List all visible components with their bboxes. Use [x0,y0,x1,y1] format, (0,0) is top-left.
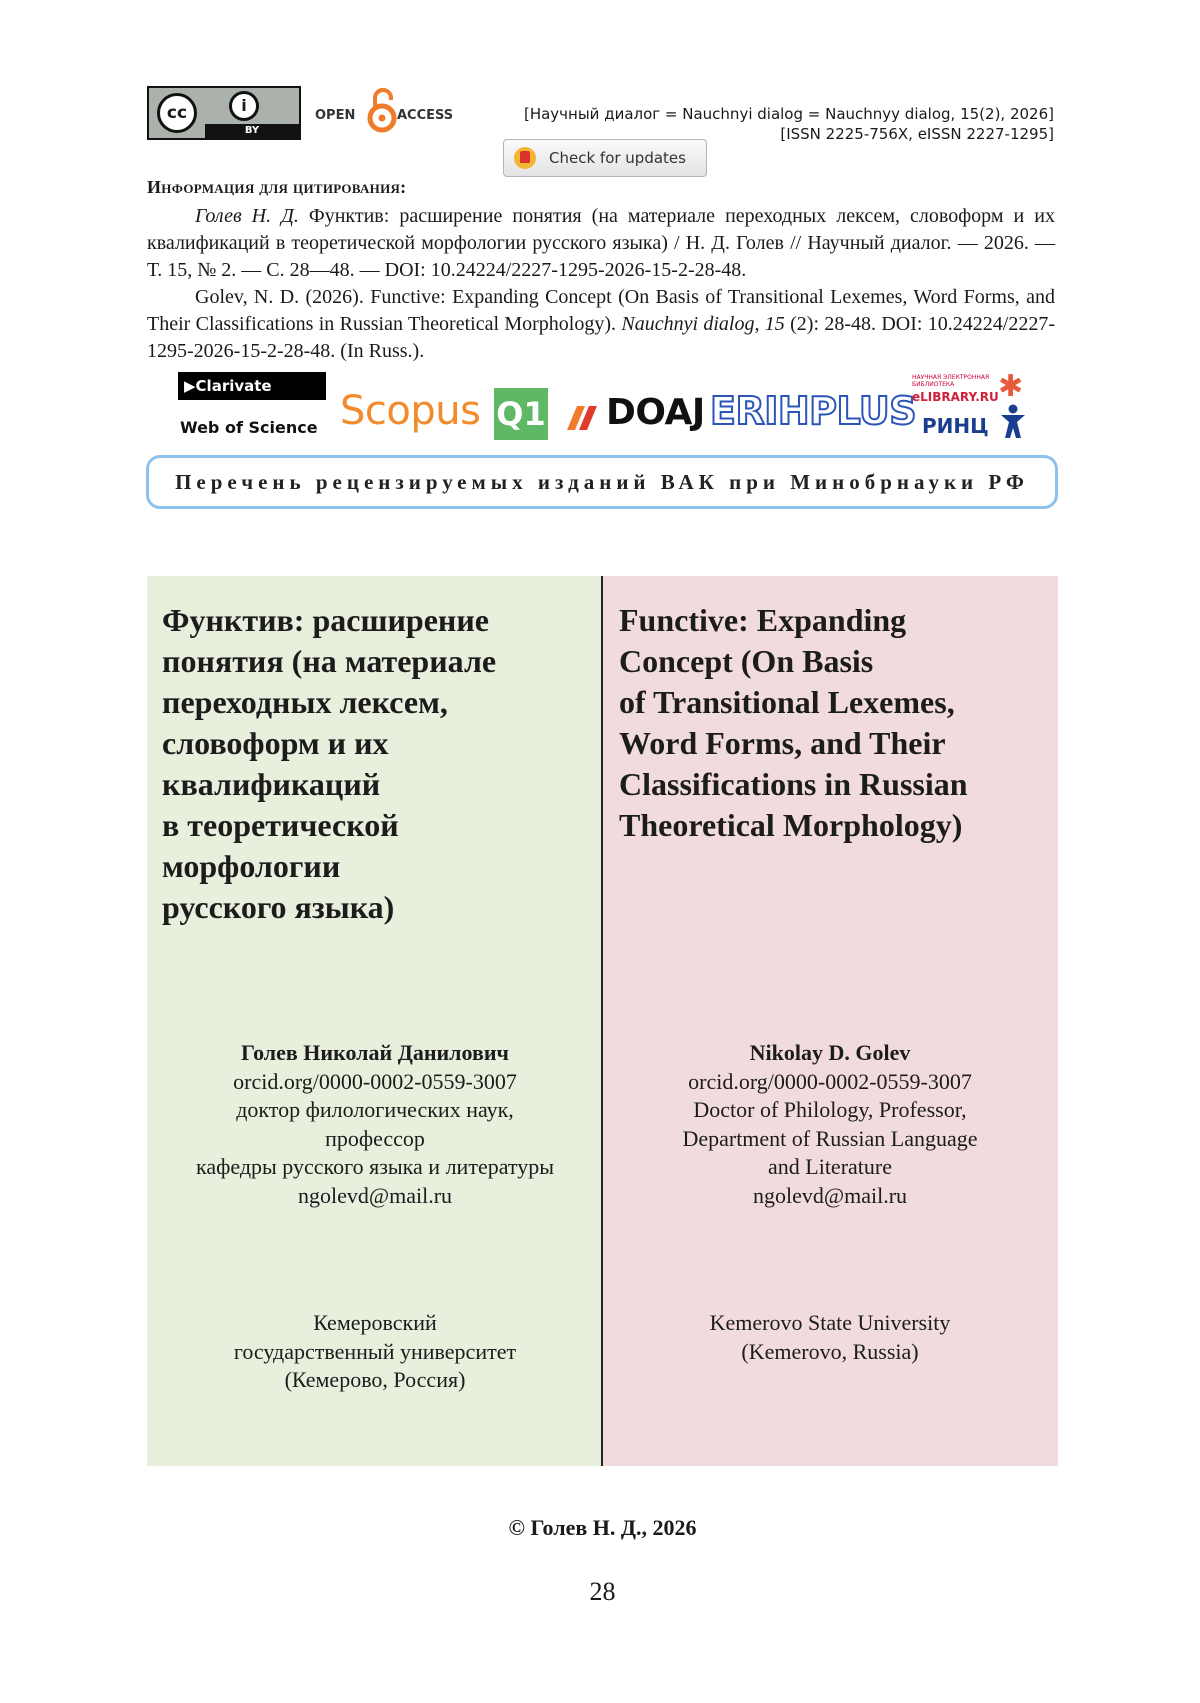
author-email[interactable]: ngolevd@mail.ru [752,1182,908,1208]
title-line: Concept (On Basis [619,643,874,679]
copyright-notice: © Голев Н. Д., 2026 [508,1515,697,1540]
clarivate-logo[interactable]: ▶Clarivate [178,372,326,400]
author-email[interactable]: ngolevd@mail.ru [297,1182,453,1208]
open-access-lock-icon [365,86,399,134]
erihplus-logo[interactable]: ERIHPLUS [710,389,917,433]
citation-en-text-1: Golev, N. D. (2026). Functive: Expanding Concept (On Basis of Transitional Lexemes, Word Forms, and Their Classifications in Russian Theoretical Morphology). [147,286,1055,335]
rinc-logo[interactable]: РИНЦ [922,414,989,438]
citation-ru-author: Голев Н. Д. [195,205,299,227]
cc-by-license-icon[interactable] [147,86,301,140]
title-line: переходных лексем, [162,684,448,720]
elibrary-tagline: НАУЧНАЯ ЭЛЕКТРОННАЯ БИБЛИОТЕКА [912,374,990,388]
author-position: and Literature [768,1154,892,1179]
rinc-star-icon: ✱ [998,369,1024,404]
doaj-mark-icon [565,404,601,432]
open-access-logo [315,86,455,136]
journal-reference-line: [Научный диалог = Nauchnyi dialog = Nauchnyy dialog, 15(2), 2026] [523,105,1054,123]
title-line: Classifications in Russian [619,766,968,802]
by-label: BY [205,124,299,138]
affiliation-line: (Kemerovo, Russia) [741,1338,919,1364]
author-info-english [614,1039,1046,1210]
citation-heading: Информация для цитирования: [147,177,407,197]
rinc-person-icon [998,404,1028,440]
citation-ru-text: Функтив: расширение понятия (на материале переходных лексем, словоформ и их квалификаций в теоретической морфологии русского языка) / Н. Д. Голев // Научный диалог. — 2026. — Т. 15, № 2. — С. 28—48. — DOI: 10.24224/2227-1295-2026-15-2-28-48. [147,205,1055,281]
title-line: морфологии [162,848,341,884]
issn-line: [ISSN 2225-756X, eISSN 2227-1295] [780,125,1054,143]
affiliation-line: Кемеровский [313,1310,437,1335]
title-line: русского языка) [162,889,395,925]
page-number: 28 [589,1577,616,1606]
elibrary-logo[interactable]: eLIBRARY.RU [912,390,999,404]
journal-reference [524,104,1054,144]
title-line: квалификаций [162,766,381,802]
affiliation-russian [160,1309,590,1395]
vak-list-banner: Перечень рецензируемых изданий ВАК при Минобрнауки РФ [146,455,1058,509]
scopus-logo[interactable]: Scopus [340,388,481,434]
orcid-link[interactable]: orcid.org/0000-0002-0559-3007 [233,1068,517,1094]
citation-english [147,284,1055,365]
title-line: Функтив: расширение [162,602,489,638]
clarivate-label: Clarivate [195,377,272,395]
citation-en-text-2: (2): 28-48. DOI: 10.24224/2227-1295-2026-15-2-28-48. (In Russ.). [147,313,1056,362]
panel-divider [601,576,603,1466]
check-for-updates-label: Check for updates [549,149,686,167]
affiliation-line: Kemerovo State University [709,1310,951,1335]
author-name: Nikolay D. Golev [749,1040,911,1065]
doaj-logo[interactable]: DOAJ [606,392,705,433]
title-line: Word Forms, and Their [619,725,946,761]
title-line: понятия (на материале [162,643,497,679]
citation-en-journal: Nauchnyi dialog, 15 [621,313,785,335]
open-access-open-text: OPEN [315,108,356,123]
affiliation-english [614,1309,1046,1366]
article-title-russian [162,600,582,928]
author-position: Department of Russian Language [682,1125,978,1151]
crossmark-icon [514,147,536,169]
title-line: of Transitional Lexemes, [619,684,955,720]
check-for-updates-button[interactable] [503,139,707,177]
title-line: словоформ и их [162,725,389,761]
author-position: профессор [325,1125,425,1151]
article-title-english [619,600,1049,846]
q1-quartile-badge: Q1 [494,388,548,440]
citation-russian [147,203,1055,284]
author-position: доктор филологических наук, [236,1097,514,1122]
title-line: Theoretical Morphology) [619,807,963,843]
title-line: Functive: Expanding [619,602,907,638]
open-access-access-text: ACCESS [397,108,454,123]
web-of-science-logo[interactable]: Web of Science [180,418,318,437]
orcid-link[interactable]: orcid.org/0000-0002-0559-3007 [688,1068,972,1094]
author-position: Doctor of Philology, Professor, [693,1097,967,1122]
author-position: кафедры русского языка и литературы [195,1154,555,1179]
title-line: в теоретической [162,807,399,843]
attribution-person-icon: i [229,91,259,121]
author-name: Голев Николай Данилович [241,1040,509,1065]
affiliation-line: государственный университет [233,1338,517,1364]
author-info-russian [160,1039,590,1210]
cc-text: cc [157,93,197,133]
affiliation-line: (Кемерово, Россия) [284,1367,466,1392]
